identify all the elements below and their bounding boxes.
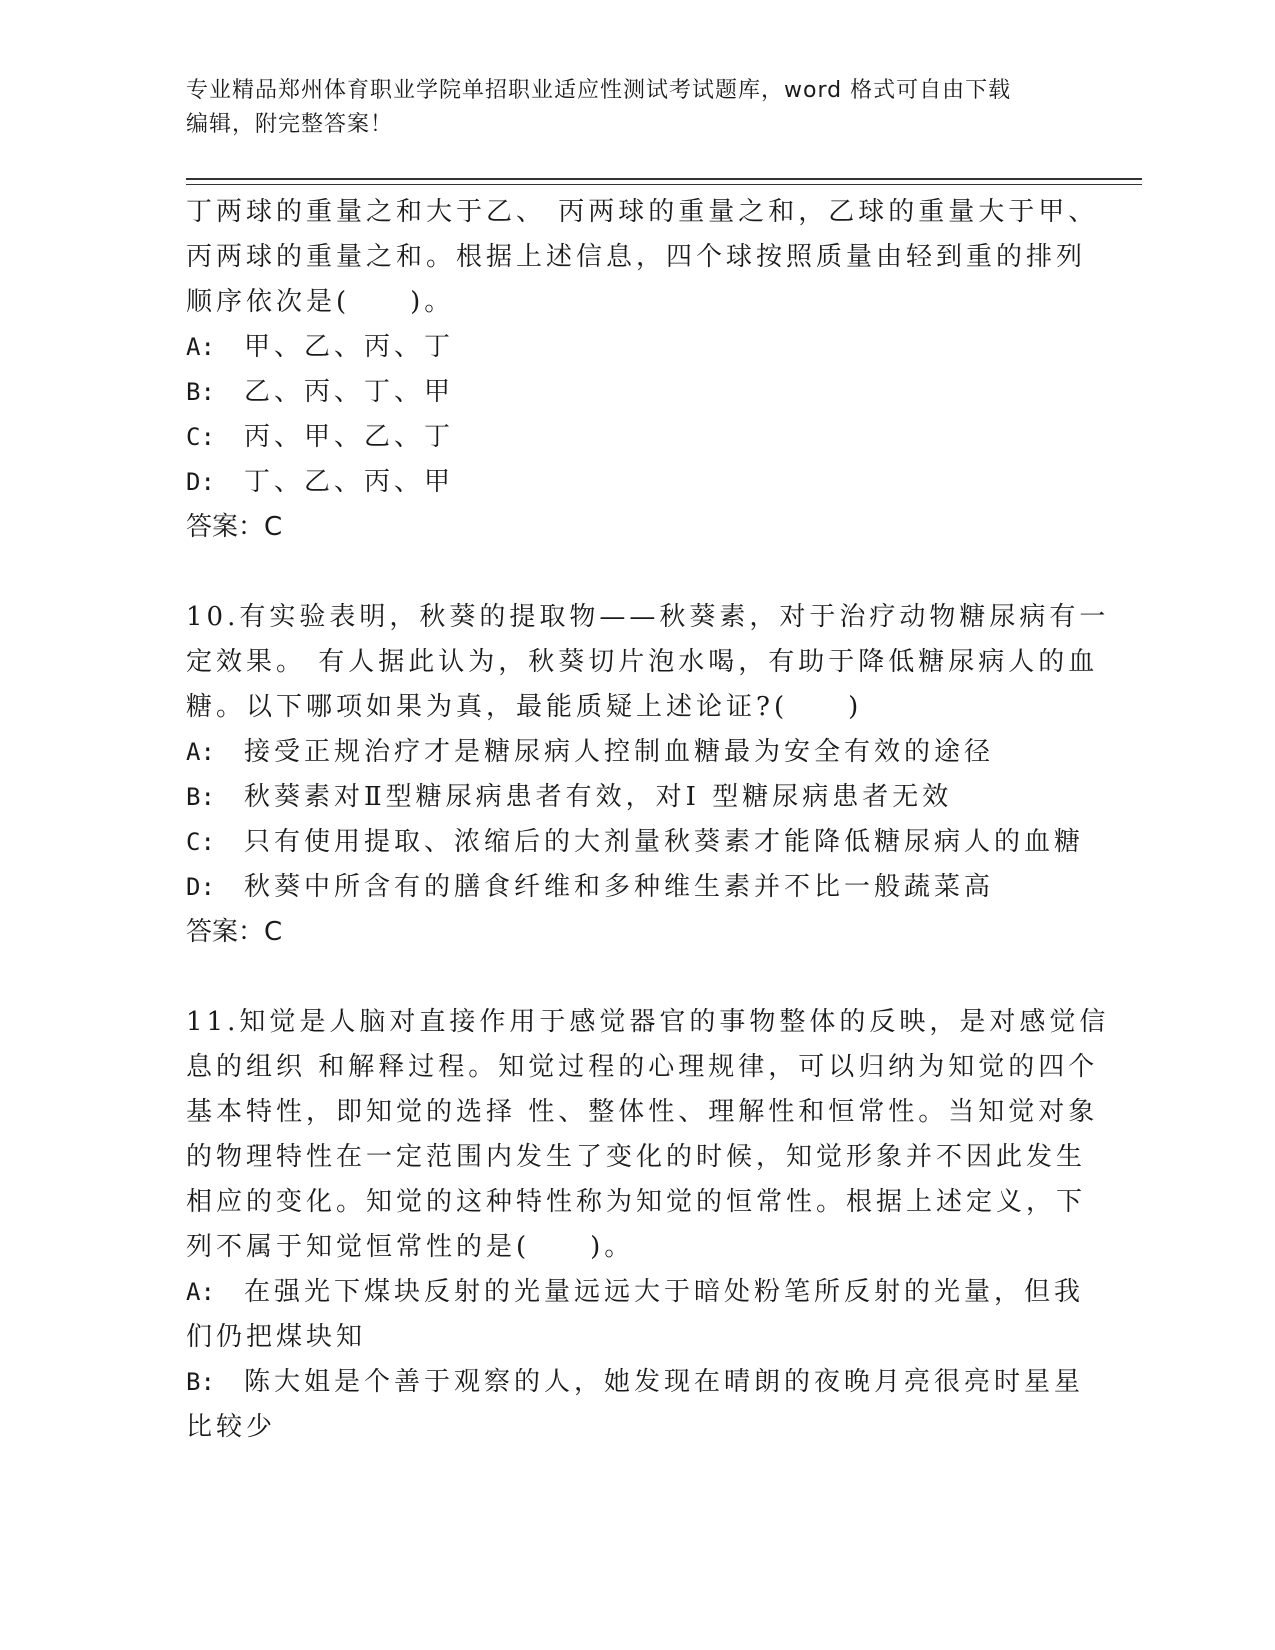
option-key: B:	[186, 1368, 215, 1396]
option-text: 甲、乙、丙、丁	[244, 332, 455, 362]
option-text: 秋葵中所含有的膳食纤维和多种维生素并不比一般蔬菜高	[244, 872, 995, 902]
spacer	[186, 550, 1086, 595]
question-text-line: 的物理特性在一定范围内发生了变化的时候，知觉形象并不因此发生	[186, 1142, 1087, 1172]
question-text-line: 10.有实验表明，秋葵的提取物——秋葵素，对于治疗动物糖尿病有一	[186, 602, 1110, 632]
option-text: 接受正规治疗才是糖尿病人控制血糖最为安全有效的途径	[244, 737, 995, 767]
option-b-continuation: 比较少	[186, 1412, 277, 1442]
option-key: A:	[186, 738, 215, 766]
option-c	[186, 415, 1086, 460]
question-text-line: 顺序依次是( )。	[186, 287, 455, 317]
option-a	[186, 730, 1086, 775]
option-key: C:	[186, 828, 215, 856]
option-text: 丙、甲、乙、丁	[244, 422, 455, 452]
spacer	[186, 955, 1086, 1000]
option-d	[186, 460, 1086, 505]
option-c	[186, 820, 1086, 865]
option-a	[186, 1270, 1086, 1315]
option-text: 丁、乙、丙、甲	[244, 467, 455, 497]
option-b	[186, 370, 1086, 415]
option-b	[186, 1360, 1086, 1405]
option-key: B:	[186, 378, 215, 406]
answer-line: 答案：C	[186, 512, 283, 542]
question-text-line: 基本特性，即知觉的选择 性、整体性、理解性和恒常性。当知觉对象	[186, 1097, 1099, 1127]
header-rule-thick	[186, 178, 1142, 180]
header-line-2: 编辑，附完整答案！	[186, 112, 394, 137]
question-text-line: 丙两球的重量之和。根据上述信息，四个球按照质量由轻到重的排列	[186, 242, 1087, 272]
answer-line: 答案：C	[186, 917, 283, 947]
question-text-line: 11.知觉是人脑对直接作用于感觉器官的事物整体的反映，是对感觉信	[186, 1007, 1110, 1037]
option-key: A:	[186, 1278, 215, 1306]
option-key: C:	[186, 423, 215, 451]
option-a-continuation: 们仍把煤块知	[186, 1322, 367, 1352]
question-text-line: 糖。以下哪项如果为真，最能质疑上述论证?( )	[186, 692, 863, 722]
header-rule-thin	[186, 184, 1142, 185]
document-body	[186, 190, 1110, 1450]
option-text: 乙、丙、丁、甲	[244, 377, 455, 407]
question-11	[186, 1000, 1110, 1450]
header-line-1: 专业精品郑州体育职业学院单招职业适应性测试考试题库，word 格式可自由下载	[186, 78, 1012, 103]
question-text-line: 定效果。 有人据此认为，秋葵切片泡水喝，有助于降低糖尿病人的血	[186, 647, 1099, 677]
question-text-line: 丁两球的重量之和大于乙、 丙两球的重量之和，乙球的重量大于甲、	[186, 197, 1099, 227]
question-10	[186, 595, 1110, 955]
option-key: D:	[186, 873, 215, 901]
option-text: 在强光下煤块反射的光量远远大于暗处粉笔所反射的光量，但我	[244, 1277, 1085, 1307]
question-9	[186, 190, 1099, 550]
option-a	[186, 325, 1086, 370]
question-text-line: 息的组织 和解释过程。知觉过程的心理规律，可以归纳为知觉的四个	[186, 1052, 1099, 1082]
page-header	[186, 74, 1066, 142]
option-key: A:	[186, 333, 215, 361]
question-text-line: 相应的变化。知觉的这种特性称为知觉的恒常性。根据上述定义，下	[186, 1187, 1087, 1217]
option-text: 只有使用提取、浓缩后的大剂量秋葵素才能降低糖尿病人的血糖	[244, 827, 1085, 857]
question-text-line: 列不属于知觉恒常性的是( )。	[186, 1232, 635, 1262]
option-text: 陈大姐是个善于观察的人，她发现在晴朗的夜晚月亮很亮时星星	[244, 1367, 1085, 1397]
option-b	[186, 775, 1086, 820]
option-d	[186, 865, 1086, 910]
option-text: 秋葵素对Ⅱ型糖尿病患者有效，对Ⅰ 型糖尿病患者无效	[244, 782, 953, 812]
option-key: B:	[186, 783, 215, 811]
option-key: D:	[186, 468, 215, 496]
